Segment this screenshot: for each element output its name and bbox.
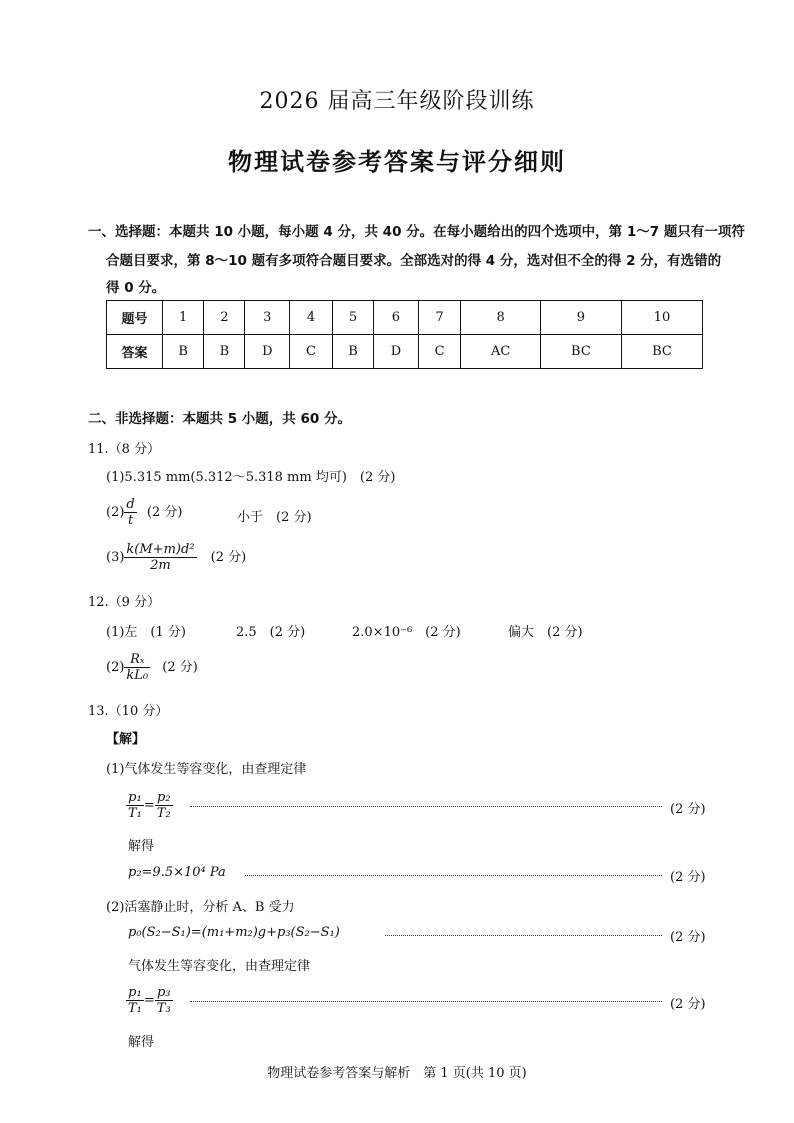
- q11-part2-score: (2 分): [146, 505, 183, 520]
- section1-line1: 一、选择题：本题共 10 小题，每小题 4 分，共 40 分。在每小题给出的四个选项中，第 1～7 题只有一项符: [88, 224, 745, 240]
- q12-part1d: 偏大 (2 分): [508, 625, 583, 640]
- table-cell: 2: [204, 301, 245, 335]
- table-cell: BC: [540, 335, 621, 369]
- fraction-numerator: p₂: [155, 790, 173, 806]
- page-footer: 物理试卷参考答案与解析 第 1 页(共 10 页): [267, 1066, 527, 1081]
- q12-part1b: 2.5 (2 分): [236, 625, 306, 640]
- table-cell: B: [163, 335, 204, 369]
- table-cell: D: [374, 335, 419, 369]
- leader-dots: [190, 1001, 662, 1002]
- solution-label: 【解】: [106, 732, 146, 747]
- q11-part1: (1)5.315 mm(5.312～5.318 mm 均可) (2 分): [106, 470, 396, 485]
- fraction-denominator: 2m: [150, 558, 171, 573]
- section1-line3: 得 0 分。: [106, 280, 166, 296]
- table-row-numbers: [107, 301, 703, 335]
- q11-part2b: 小于 (2 分): [237, 510, 312, 525]
- fraction-numerator: p₁: [126, 985, 144, 1001]
- q11-part3: [106, 542, 246, 573]
- q12-part2-score: (2 分): [162, 660, 198, 675]
- table-cell: AC: [461, 335, 540, 369]
- table-cell: 1: [163, 301, 204, 335]
- table-cell: 3: [245, 301, 290, 335]
- q12-part2: [106, 652, 198, 683]
- q13-solve-2: 解得: [128, 1035, 155, 1050]
- q11-part3-fraction: [124, 542, 196, 573]
- table-cell: 9: [540, 301, 621, 335]
- answer-table: [106, 300, 703, 369]
- table-cell: 7: [418, 301, 461, 335]
- q11-part3-prefix: (3): [106, 550, 125, 565]
- fraction-numerator: p₁: [126, 790, 144, 806]
- table-cell: D: [245, 335, 290, 369]
- table-cell: 6: [374, 301, 419, 335]
- score-label: (2 分): [670, 802, 706, 817]
- leader-dots: [190, 806, 662, 807]
- q11-part2-prefix: (2): [106, 505, 125, 520]
- table-header-cell: 题号: [107, 301, 163, 335]
- equation-2: p₂=9.5×10⁴ Pa: [128, 865, 226, 880]
- q12-part2-prefix: (2): [106, 660, 125, 675]
- fraction-denominator: T₃: [156, 1001, 171, 1016]
- equation-fraction: [126, 790, 144, 821]
- score-label: (2 分): [670, 870, 706, 885]
- table-header-cell: 答案: [107, 335, 163, 369]
- q13-step2: (2)活塞静止时，分析 A、B 受力: [106, 900, 295, 915]
- fraction-denominator: kL₀: [126, 668, 149, 683]
- table-cell: B: [332, 335, 373, 369]
- table-cell: B: [204, 335, 245, 369]
- table-cell: 10: [621, 301, 702, 335]
- q13-title: 13.（10 分）: [88, 704, 169, 719]
- q11-part2: [106, 497, 182, 528]
- section1-line2: 合题目要求，第 8～10 题有多项符合题目要求。全部选对的得 4 分，选对但不全的得 2 分，有选错的: [106, 253, 722, 269]
- q12-part1c: 2.0×10⁻⁶ (2 分): [352, 625, 461, 640]
- score-label: (2 分): [670, 930, 706, 945]
- equation-1: $\frac{\text{p₁}}{\text{T₁}}$ = $\frac{\text{p₂}}{\text{T₂}}$: [128, 790, 171, 821]
- fraction-denominator: T₁: [128, 806, 142, 821]
- q11-title: 11.（8 分）: [88, 442, 161, 457]
- table-cell: 5: [332, 301, 373, 335]
- q11-fraction: [124, 497, 136, 528]
- q12-title: 12.（9 分）: [88, 595, 161, 610]
- q13-solve-1: 解得: [128, 839, 155, 854]
- table-cell: 8: [461, 301, 540, 335]
- fraction-denominator: T₂: [156, 806, 171, 821]
- fraction-numerator: d: [126, 497, 135, 512]
- q11-part3-score: (2 分): [210, 550, 247, 565]
- leader-dots: [245, 875, 662, 876]
- fraction-numerator: k(M+m)d²: [126, 542, 195, 557]
- fraction-denominator: t: [127, 513, 134, 528]
- equation-fraction: [126, 985, 144, 1016]
- q13-step1: (1)气体发生等容变化，由查理定律: [106, 762, 307, 777]
- equation-fraction: [155, 790, 173, 821]
- section2-heading: 二、非选择题：本题共 5 小题，共 60 分。: [88, 411, 351, 427]
- table-row-answers: [107, 335, 703, 369]
- fraction-numerator: p₃: [155, 985, 173, 1001]
- page-header-title: 2026 届高三年级阶段训练: [259, 89, 535, 114]
- table-cell: BC: [621, 335, 702, 369]
- table-cell: 4: [290, 301, 333, 335]
- table-cell: C: [290, 335, 333, 369]
- equation-fraction: [155, 985, 173, 1016]
- fraction-denominator: T₁: [128, 1001, 142, 1016]
- q12-fraction: [124, 652, 150, 683]
- equation-3: p₀(S₂−S₁)=(m₁+m₂)g+p₃(S₂−S₁): [128, 925, 340, 940]
- q13-step3: 气体发生等容变化，由查理定律: [128, 959, 311, 974]
- page-title: 物理试卷参考答案与评分细则: [228, 148, 566, 176]
- fraction-numerator: Rₓ: [124, 652, 150, 668]
- score-label: (2 分): [670, 997, 706, 1012]
- leader-dots: [385, 935, 662, 936]
- table-cell: C: [418, 335, 461, 369]
- equation-4: $\frac{\text{p₁}}{\text{T₁}}$ = $\frac{\text{p₃}}{\text{T₃}}$: [128, 985, 171, 1016]
- q12-part1a: (1)左 (1 分): [106, 625, 186, 640]
